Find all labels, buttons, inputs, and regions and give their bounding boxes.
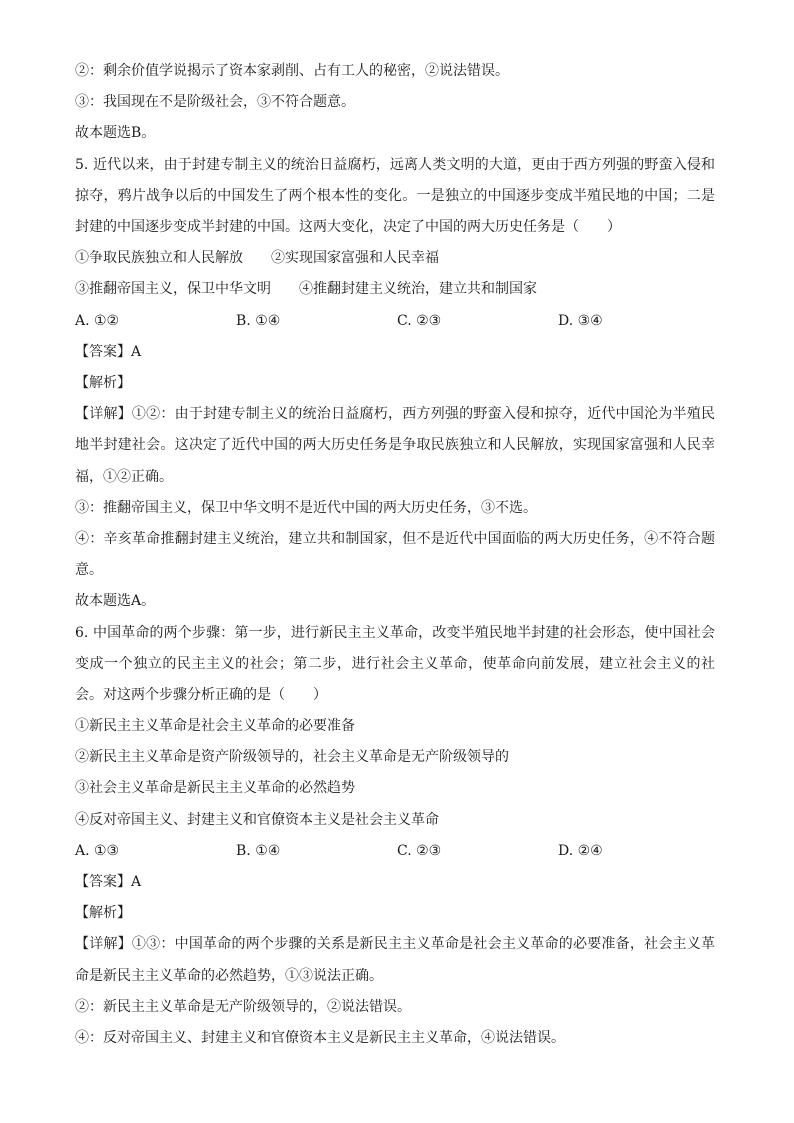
q5-detail-1: [75, 399, 715, 493]
q5-detail-2: ③：推翻帝国主义，保卫中华文明不是近代中国的两大历史任务，③不选。: [75, 499, 537, 516]
q6-answer-value: A: [131, 874, 142, 891]
q6-detail-3: ④：反对帝国主义、封建主义和官僚资本主义是新民主主义革命，④说法错误。: [75, 1030, 565, 1047]
q5-option-a: A. ①②: [75, 312, 120, 329]
q6-option-d: D. ②④: [558, 842, 603, 859]
q5-options: [75, 306, 715, 337]
q6-detail-1: [75, 929, 715, 991]
prev-analysis-line-2: ②：剩余价值学说揭示了资本家剥削、占有工人的秘密，②说法错误。: [75, 63, 509, 79]
q5-option-c: C. ②③: [397, 312, 442, 329]
q6-detail-2: ②：新民主主义革命是无产阶级领导的，②说法错误。: [75, 998, 411, 1015]
q5-detail-1-text: ①②：由于封建专制主义的统治日益腐朽，西方列强的野蛮入侵和掠夺，近代中国沦为半殖民地半封建社会。这决定了近代中国的两大历史任务是争取民族独立和人民解放，实现国家富强和人民幸福，①②正确。: [75, 406, 716, 485]
q5-items-row-2: ③推翻帝国主义，保卫中华文明 ④推翻封建主义统治，建立共和制国家: [75, 281, 537, 298]
q5-option-d: D. ③④: [558, 312, 603, 329]
q6-item-4: ④反对帝国主义、封建主义和官僚资本主义是社会主义革命: [75, 811, 439, 828]
q6-detail-label: 【详解】: [75, 936, 132, 953]
q6-item-2: ②新民主主义革命是资产阶级领导的，社会主义革命是无产阶级领导的: [75, 749, 509, 766]
prev-conclusion: 故本题选B。: [75, 125, 156, 142]
prev-analysis-line-3: ③：我国现在不是阶级社会，③不符合题意。: [75, 94, 355, 111]
q5-answer-label: 【答案】: [75, 343, 131, 360]
document-page: [75, 56, 715, 1054]
q5-stem: 5. 近代以来，由于封建专制主义的统治日益腐朽，远离人类文明的大道，更由于西方列强的野蛮入侵和掠夺，鸦片战争以后的中国发生了两个根本性的变化。一是独立的中国逐步变成半殖民地的中国；二是封建的中国逐步变成半封建的中国。这两大变化，决定了中国的两大历史任务是（ ）: [75, 156, 715, 235]
q5-answer: [75, 337, 715, 368]
q6-item-1: ①新民主主义革命是社会主义革命的必要准备: [75, 718, 355, 735]
q6-options: [75, 836, 715, 867]
q6-item-3: ③社会主义革命是新民主主义革命的必然趋势: [75, 780, 355, 797]
q5-option-b: B. ①④: [236, 312, 281, 329]
q6-detail-1-text: ①③：中国革命的两个步骤的关系是新民主主义革命是社会主义革命的必要准备，社会主义革命是新民主主义革命的必然趋势，①③说法正确。: [75, 936, 716, 984]
q6-option-c: C. ②③: [397, 842, 442, 859]
q6-option-a: A. ①③: [75, 842, 120, 859]
q6-option-b: B. ①④: [236, 842, 281, 859]
q5-analysis-label: 【解析】: [75, 374, 131, 391]
q6-analysis-label: 【解析】: [75, 905, 131, 922]
q6-stem: 6. 中国革命的两个步骤：第一步，进行新民主主义革命，改变半殖民地半封建的社会形态，使中国社会变成一个独立的民主主义的社会；第二步，进行社会主义革命，使革命向前发展，建立社会主义的社会。对这两个步骤分析正确的是（ ）: [75, 624, 715, 703]
q5-items-row-1: ①争取民族独立和人民解放 ②实现国家富强和人民幸福: [75, 250, 439, 267]
q5-detail-label: 【详解】: [75, 406, 132, 423]
q5-detail-3: ④：辛亥革命推翻封建主义统治，建立共和制国家，但不是近代中国面临的两大历史任务，④不符合题意。: [75, 530, 715, 579]
q5-conclusion: 故本题选A。: [75, 593, 156, 610]
q6-answer-label: 【答案】: [75, 874, 131, 891]
q5-answer-value: A: [131, 343, 142, 360]
q6-answer: [75, 867, 715, 898]
